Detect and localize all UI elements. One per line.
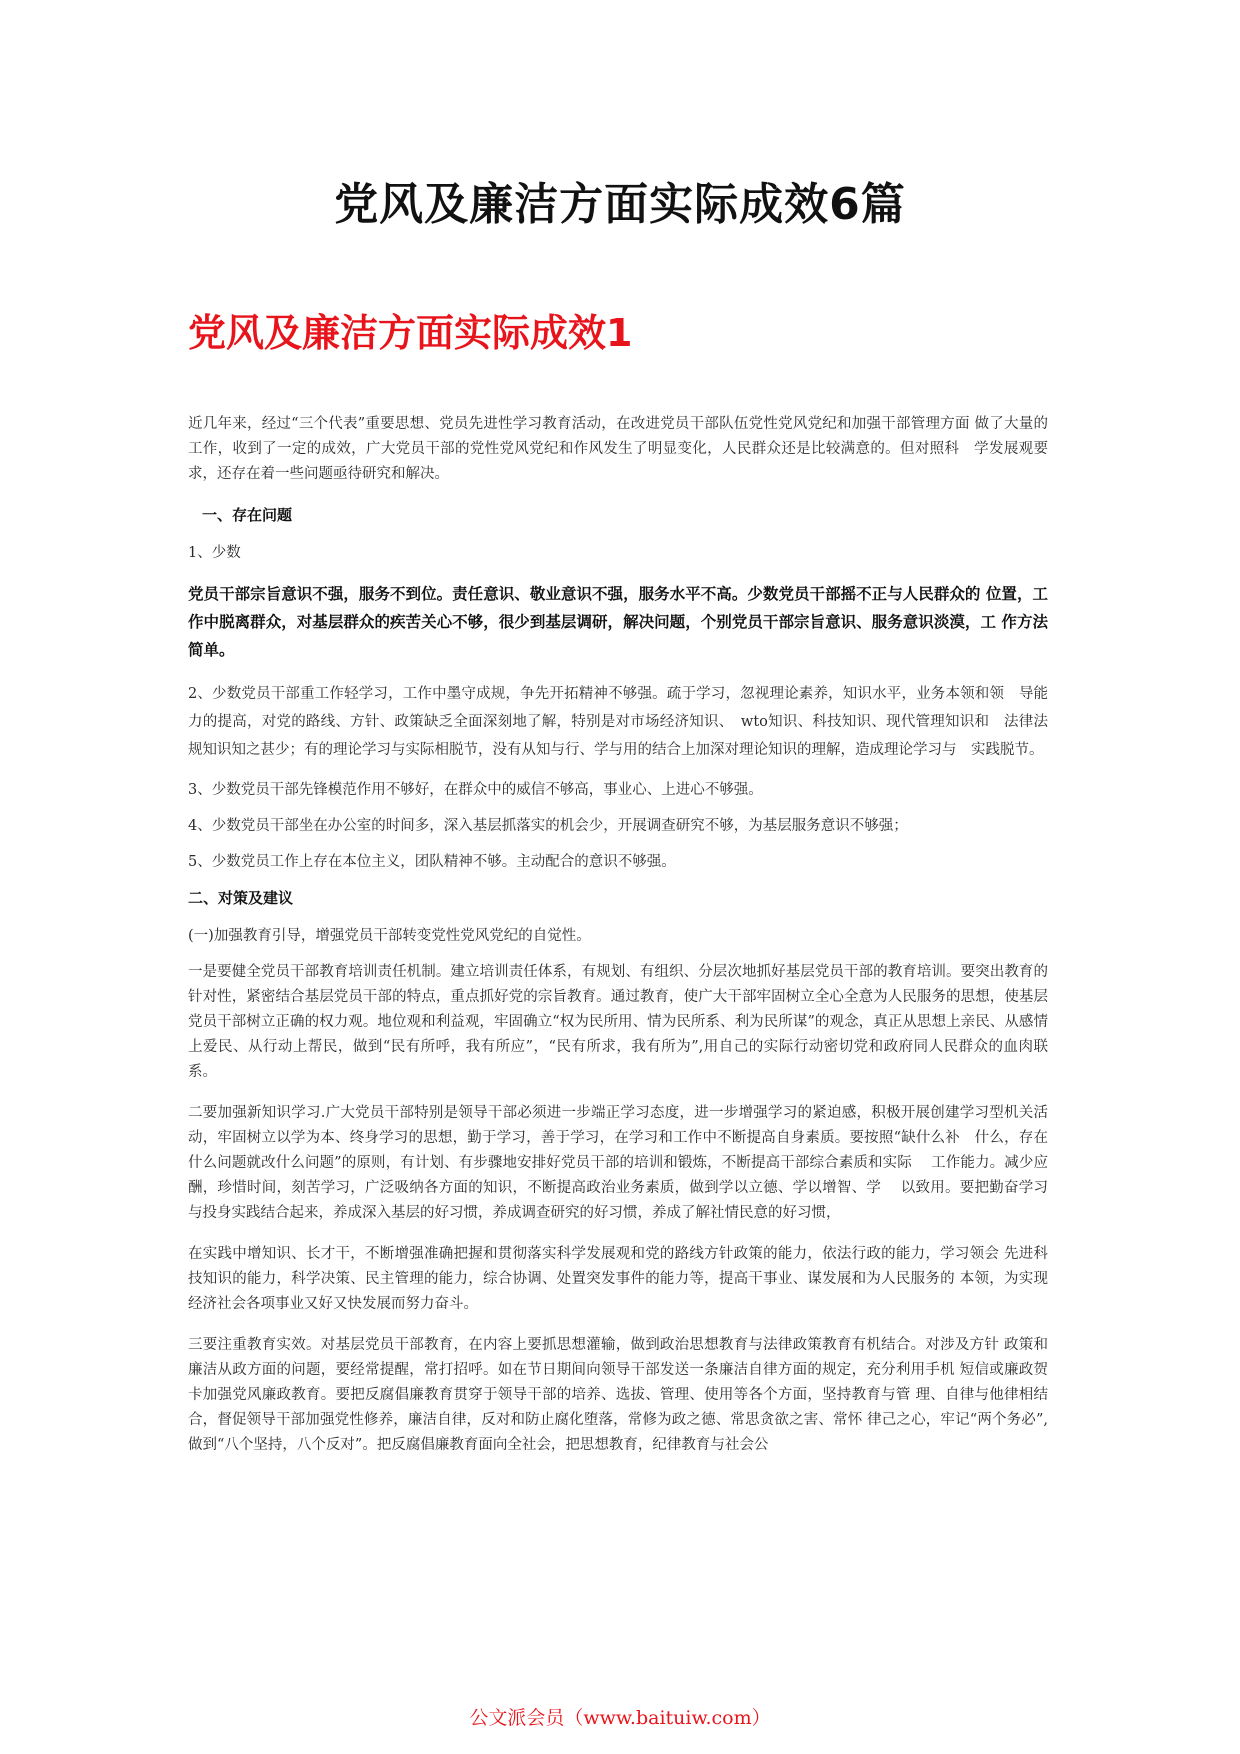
- heading-problems: 一、存在问题: [202, 506, 293, 524]
- measure-1: (一)加强教育引导，增强党员干部转变党性党风党纪的自觉性。: [188, 928, 591, 944]
- paragraph-first: 一是要健全党员干部教育培训责任机制。建立培训责任体系，有规划、有组织、分层次地抓好基层党员干部的教育培训。要突出教育的针对性，紧密结合基层党员干部的特点，重点抓好党的宗旨教育。通过教育，使广大干部牢固树立全心全意为人民服务的思想，使基层党员干部树立正确的权力观。地位观和利益观，牢固确立“权为民所用、情为民所系、利为民所谋”的观念，真正从思想上亲民、从感情上爱民、从行动上帮民，做到“民有所呼，我有所应”，“民有所求，我有所为”,用自己的实际行动密切党和政府同人民群众的血肉联系。: [188, 964, 1048, 1080]
- item-5: 5、少数党员工作上存在本位主义，团队精神不够。主动配合的意识不够强。: [188, 854, 676, 870]
- document-body: [188, 412, 1064, 1472]
- item-4: 4、少数党员干部坐在办公室的时间多，深入基层抓落实的机会少，开展调查研究不够，为基层服务意识不够强；: [188, 818, 908, 834]
- paragraph-practice: 在实践中增知识、长才干，不断增强准确把握和贯彻落实科学发展观和党的路线方针政策的能力，依法行政的能力，学习领会 先进科技知识的能力，科学决策、民主管理的能力，综合协调、处置突发事件的能力等，提高干事业、谋发展和为人民服务的 本领，为实现经济社会各项事业又好又快发展而努力奋斗。: [188, 1246, 1048, 1312]
- item-1-body: 党员干部宗旨意识不强，服务不到位。责任意识、敬业意识不强，服务水平不高。少数党员干部摇不正与人民群众的 位置，工 作中脱离群众，对基层群众的疾苦关心不够，很少到基层调研，解决问题，个别党员干部宗旨意识、服务意识淡漠，工 作方法 简单。: [188, 585, 1064, 659]
- section-title: 党风及廉洁方面实际成效1: [188, 311, 633, 355]
- item-3: 3、少数党员干部先锋模范作用不够好，在群众中的威信不够高，事业心、上进心不够强。: [188, 782, 763, 798]
- document-title: 党风及廉洁方面实际成效6篇: [334, 179, 906, 230]
- paragraph-third: 三要注重教育实效。对基层党员干部教育，在内容上要抓思想灌输，做到政治思想教育与法律政策教育有机结合。对涉及方针 政策和廉洁从政方面的问题，要经常提醒，常打招呼。如在节日期间向领导干部发送一条廉洁自律方面的规定，充分利用手机 短信或廉政贺卡加强党风廉政教育。要把反腐倡廉教育贯穿于领导干部的培养、选拔、管理、使用等各个方面，坚持教育与管 理、自律与他律相结合，督促领导干部加强党性修养，廉洁自律，反对和防止腐化堕落，常修为政之德、常思贪欲之害、常怀 律己之心，牢记“两个务必”,做到“八个坚持，八个反对”。把反腐倡廉教育面向全社会，把思想教育，纪律教育与社会公: [188, 1337, 1048, 1453]
- item-1-label: 1、少数: [188, 545, 241, 561]
- paragraph-second: 二要加强新知识学习.广大党员干部特别是领导干部必须进一步端正学习态度，进一步增强学习的紧迫感，积极开展创建学习型机关活动，牢固树立以学为本、终身学习的思想，勤于学习，善于学习，在学习和工作中不断提高自身素质。要按照“缺什么补 什么，存在什么问题就改什么问题”的原则，有计划、有步骤地安排好党员干部的培训和锻炼，不断提高干部综合素质和实际 工作能力。减少应酬，珍惜时间，刻苦学习，广泛吸纳各方面的知识，不断提高政治业务素质，做到学以立德、学以增智、学 以致用。要把勤奋学习与投身实践结合起来，养成深入基层的好习惯，养成调查研究的好习惯，养成了解社情民意的好习惯，: [188, 1105, 1048, 1221]
- heading-measures: 二、对策及建议: [188, 889, 294, 907]
- footer-watermark: 公文派会员（www.baituiw.com）: [469, 1707, 771, 1729]
- intro-paragraph: 近几年来，经过“三个代表”重要思想、党员先进性学习教育活动，在改进党员干部队伍党性党风党纪和加强干部管理方面 做了大量的工作，收到了一定的成效，广大党员干部的党性党风党纪和作风发生了明显变化，人民群众还是比较满意的。但对照科 学发展观要求，还存在着一些问题亟待研究和解决。: [188, 416, 1048, 482]
- item-2: 2、少数党员干部重工作轻学习，工作中墨守成规，争先开拓精神不够强。疏于学习，忽视理论素养，知识水平，业务本领和领 导能力的提高，对党的路线、方针、政策缺乏全面深刻地了解，特别是对市场经济知识、 wto知识、科技知识、现代管理知识和 法律法规知识知之甚少；有的理论学习与实际相脱节，没有从知与行、学与用的结合上加深对理论知识的理解，造成理论学习与 实践脱节。: [188, 686, 1048, 758]
